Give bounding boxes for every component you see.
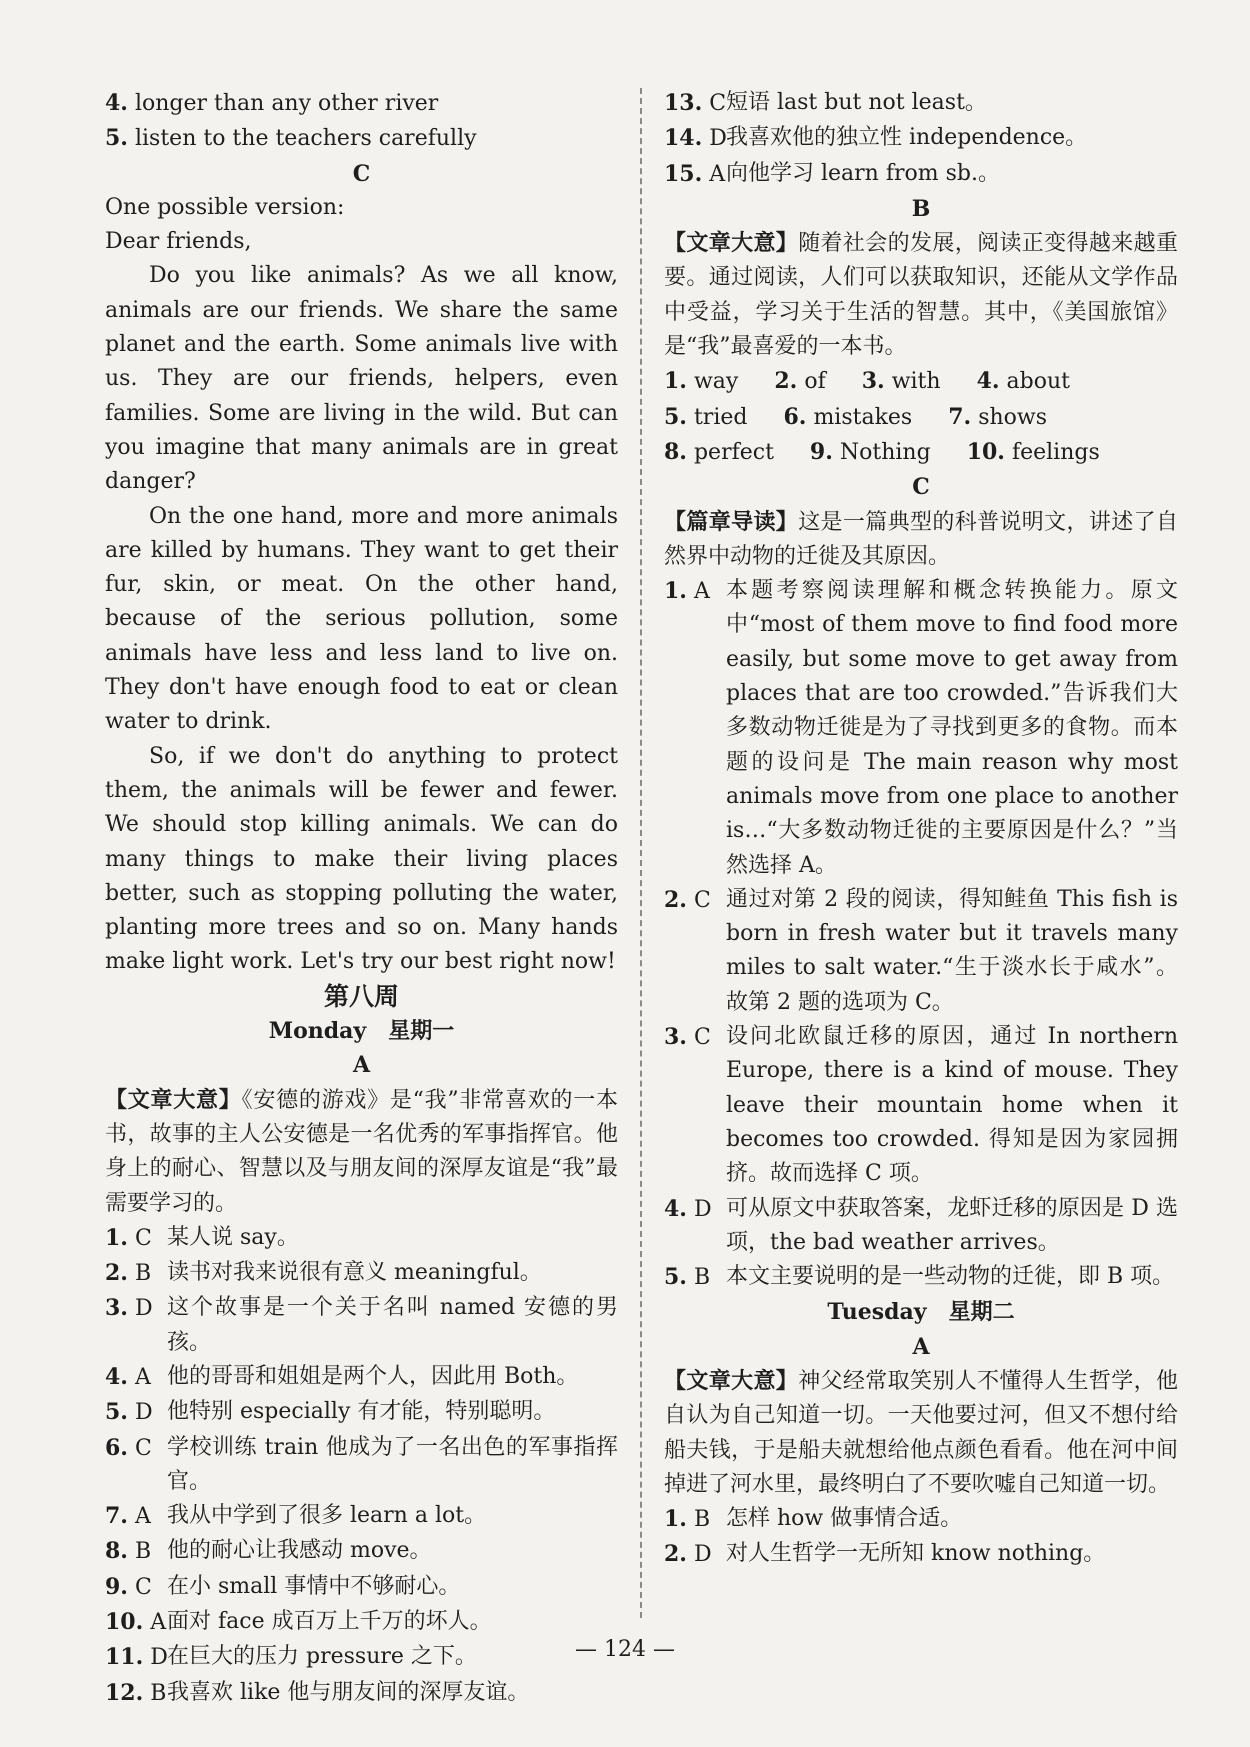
word-answer: 8. perfect: [664, 438, 774, 465]
word-answer: 1. way: [664, 368, 739, 395]
section-heading: C: [912, 474, 930, 501]
answer-item: 1. A 本题考察阅读理解和概念转换能力。原文中“most of them move to find food more easily, but some move to get away from places that are too crowded.”告诉我们大多数动物迁徙是为了寻找到更多的食物。而本题的设问是 The main reason why most animals move from one place to another is…“大多数动物迁徙的主要原因是什么？”当然选择 A。: [664, 578, 1178, 878]
column-divider: [640, 88, 642, 1618]
answer-item: 5. listen to the teachers carefully: [105, 125, 477, 152]
word-answer: 4. about: [976, 368, 1071, 395]
passage-guide: 【篇章导读】这是一篇典型的科普说明文，讲述了自然界中动物的迁徙及其原因。: [664, 508, 1178, 569]
word-answer: 7. shows: [948, 403, 1048, 430]
answer-item: 14. D 我喜欢他的独立性 independence。: [664, 125, 1088, 152]
answer-item: 12. B 我喜欢 like 他与朋友间的深厚友谊。: [105, 1679, 530, 1706]
answer-item: 10. A 面对 face 成百万上千万的坏人。: [105, 1609, 492, 1636]
word-answer: 2. of: [774, 368, 826, 395]
answer-item: 5. B 本文主要说明的是一些动物的迁徙，即 B 项。: [664, 1264, 1175, 1291]
essay-paragraph: On the one hand, more and more animals are killed by humans. They want to get their fur, skin, or meat. On the other hand, because of the serious pollution, some animals have less and less land to live on. They don't have enough food to eat or clean water to drink.: [105, 503, 618, 735]
answer-item: 4. A 他的哥哥和姐姐是两个人，因此用 Both。: [105, 1363, 579, 1390]
section-heading: B: [911, 195, 931, 222]
word-answer-list: [664, 364, 1178, 470]
section-heading: A: [912, 1333, 930, 1360]
word-answer: 5. tried: [664, 403, 748, 430]
week-title: 第八周: [323, 981, 399, 1011]
answer-item: 9. C 在小 small 事情中不够耐心。: [105, 1573, 461, 1600]
article-summary: 【文章大意】神父经常取笑别人不懂得人生哲学，他自认为自己知道一切。一天他要过河，但又不想付给船夫钱，于是船夫就想给他点颜色看看。他在河中间掉进了河水里，最终明白了不要吹嘘自己知道一切。: [664, 1367, 1178, 1497]
answer-item: 4. D 可从原文中获取答案，龙虾迁移的原因是 D 选项，the bad weather arrives。: [664, 1195, 1178, 1255]
answer-item: 15. A 向他学习 learn from sb.。: [664, 160, 1000, 187]
word-answer: 10. feelings: [966, 438, 1100, 465]
word-answer: 9. Nothing: [809, 438, 931, 465]
answer-item: 2. B 读书对我来说很有意义 meaningful。: [105, 1260, 542, 1287]
answer-item: 2. D 对人生哲学一无所知 know nothing。: [664, 1541, 1106, 1568]
right-column: [664, 86, 1178, 1573]
day-title: Monday 星期一: [268, 1018, 455, 1045]
answer-item: 4. longer than any other river: [105, 90, 439, 116]
answer-item: 2. C 通过对第 2 段的阅读，得知鲑鱼 This fish is born in fresh water but it travels many miles to salt water.“生于淡水长于咸水”。故第 2 题的选项为 C。: [664, 886, 1178, 1015]
article-summary: 【文章大意】《安德的游戏》是“我”非常喜欢的一本书，故事的主人公安德是一名优秀的军事指挥官。他身上的耐心、智慧以及与朋友间的深厚友谊是“我”最需要学习的。: [105, 1086, 618, 1216]
answer-item: 7. A 我从中学到了很多 learn a lot。: [105, 1503, 487, 1530]
essay-paragraph: Do you like animals? As we all know, animals are our friends. We share the same planet and the earth. Some animals live with us. They are our friends, helpers, even families. Some are living in the wild. But can you imagine that many animals are in great danger?: [105, 263, 618, 495]
essay-greeting: Dear friends,: [105, 229, 252, 255]
left-column: [105, 86, 618, 1711]
word-answer: 3. with: [861, 368, 941, 395]
section-heading: C: [352, 160, 371, 187]
answer-item: 6. C 学校训练 train 他成为了一名出色的军事指挥官。: [105, 1434, 618, 1494]
essay-paragraph: So, if we don't do anything to protect them, the animals will be fewer and fewer. We should stop killing animals. We can do many things to make their living places better, such as stopping polluting the water, planting more trees and so on. Many hands make light work. Let's try our best right now!: [105, 743, 618, 975]
answer-item: 8. B 他的耐心让我感动 move。: [105, 1538, 432, 1565]
day-title: Tuesday 星期二: [827, 1299, 1015, 1326]
essay-intro: One possible version:: [105, 194, 345, 220]
page-number: — 124 —: [575, 1637, 675, 1662]
section-heading: A: [352, 1052, 371, 1079]
answer-item: 5. D 他特别 especially 有才能，特别聪明。: [105, 1399, 556, 1426]
answer-item: 3. C 设问北欧鼠迁移的原因，通过 In northern Europe, there is a kind of mouse. They leave their mountain home when it becomes too crowded. 得知是因为家园拥挤。故而选择 C 项。: [664, 1024, 1178, 1187]
article-summary: 【文章大意】随着社会的发展，阅读正变得越来越重要。通过阅读，人们可以获取知识，还能从文学作品中受益，学习关于生活的智慧。其中，《美国旅馆》是“我”最喜爱的一本书。: [664, 230, 1178, 360]
answer-item: 1. C 某人说 say。: [105, 1224, 299, 1251]
answer-item: 11. D 在巨大的压力 pressure 之下。: [105, 1644, 477, 1671]
answer-item: 1. B 怎样 how 做事情合适。: [664, 1506, 963, 1533]
word-answer: 6. mistakes: [783, 403, 913, 430]
answer-item: 13. C 短语 last but not least。: [664, 90, 987, 116]
answer-item: 3. D 这个故事是一个关于名叫 named 安德的男孩。: [105, 1295, 618, 1355]
